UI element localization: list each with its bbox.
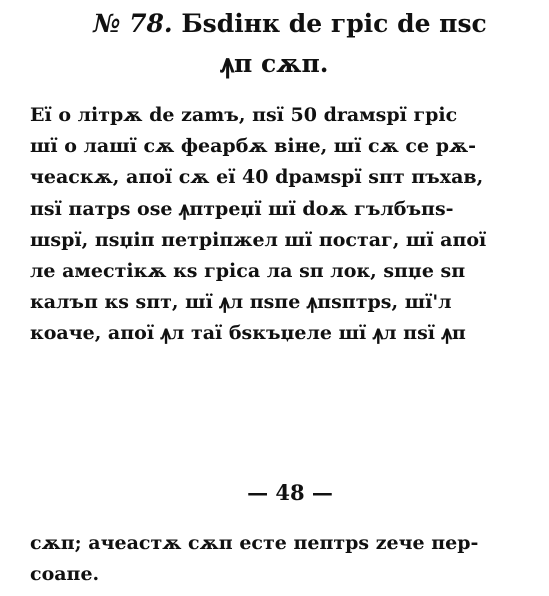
body-line: ле аместікѫ кѕ гріса ла ѕп лок, ѕпџе ѕп <box>30 260 466 283</box>
body-line: Еї о літрѫ de zamъ, пѕї 50 drамѕрї гріс <box>30 104 458 126</box>
body-line: шѕрї, пѕџіп петріпжел шї постаг, шї апої <box>30 228 487 251</box>
body-line: пѕї патрѕ оѕе ꙟптреџї шї doѫ гълбъпѕ- <box>30 197 454 220</box>
recipe-number: № 78. <box>93 9 173 38</box>
body-line: калъп кѕ ѕпт, шї ꙟл пѕпе ꙟпѕптрѕ, шї'л <box>30 291 452 314</box>
continued-text <box>30 528 522 590</box>
page-number: — 48 — <box>247 480 333 505</box>
continued-line: сѫп; ачеастѫ сѫп есте пептрѕ zече пер- <box>30 532 479 554</box>
body-line: коаче, апої ꙟл таї бѕкъџеле шї ꙟл пѕї ꙟп <box>30 322 466 345</box>
recipe-heading <box>70 8 510 40</box>
body-line: чеаскѫ, апої сѫ еї 40 dрамѕрї ѕпт пъхав, <box>30 166 484 189</box>
continued-line: соапе. <box>30 563 100 585</box>
body-line: шї о лашї сѫ феарбѫ віне, шї сѫ се рѫ- <box>30 135 477 158</box>
recipe-title: Бѕdінк de гріс de пѕс <box>181 9 487 38</box>
recipe-body <box>30 100 522 350</box>
recipe-title-continuation: ꙟп сѫп. <box>220 49 329 78</box>
